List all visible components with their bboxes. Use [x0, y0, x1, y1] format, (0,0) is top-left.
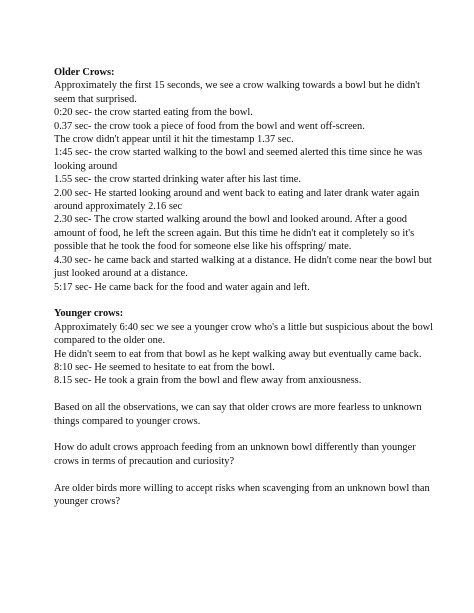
paragraph-spacer [54, 468, 434, 481]
younger-line: 8:10 sec- He seemed to hesitate to eat from the bowl. [54, 361, 275, 373]
older-line: 1:45 sec- the crow started walking to the bowl and seemed alerted this time since he was looking around [54, 147, 423, 172]
older-crows-heading: Older Crows: [54, 67, 115, 78]
conclusion-paragraph: Based on all the observations, we can say that older crows are more fearless to unknown things compared to younger crows. [54, 402, 422, 427]
older-line: 0.37 sec- the crow took a piece of food from the bowl and went off-screen. [54, 120, 365, 132]
younger-crows-heading: Younger crows: [54, 308, 124, 320]
older-line: Approximately the first 15 seconds, we see a crow walking towards a bowl but he didn't seem that surprised. [54, 80, 421, 105]
younger-line: Approximately 6:40 sec we see a younger crow who's a little but suspicious about the bowl compared to the older one. [54, 321, 434, 347]
question-1-paragraph: How do adult crows approach feeding from an unknown bowl differently than younger crows in terms of precaution and curiosity? [54, 442, 416, 467]
document-page [54, 66, 434, 508]
older-line: 2.30 sec- The crow started walking around the bowl and looked around. After a good amount of food, he left the screen again. But this time he didn't eat it completely so it's possible that he took the food for someone else like his offspring/ mate. [54, 214, 415, 253]
older-line: The crow didn't appear until it hit the timestamp 1.37 sec. [54, 134, 294, 146]
older-line: 0:20 sec- the crow started eating from the bowl. [54, 107, 253, 119]
younger-line: He didn't seem to eat from that bowl as he kept walking away but eventually came back. [54, 348, 422, 360]
older-line: 4.30 sec- he came back and started walking at a distance. He didn't come near the bowl but just looked around at a distance. [54, 254, 432, 280]
paragraph-spacer [54, 428, 434, 441]
older-line: 2.00 sec- He started looking around and went back to eating and later drank water again around approximately 2.16 sec [54, 187, 420, 213]
paragraph-spacer [54, 388, 434, 401]
older-line: 1.55 sec- the crow started drinking water after his last time. [54, 174, 301, 186]
younger-line: 8.15 sec- He took a grain from the bowl and flew away from anxiousness. [54, 375, 362, 387]
question-2-paragraph: Are older birds more willing to accept risks when scavenging from an unknown bowl than younger crows? [54, 482, 430, 507]
section-spacer [54, 294, 434, 307]
older-line: 5:17 sec- He came back for the food and water again and left. [54, 281, 310, 293]
